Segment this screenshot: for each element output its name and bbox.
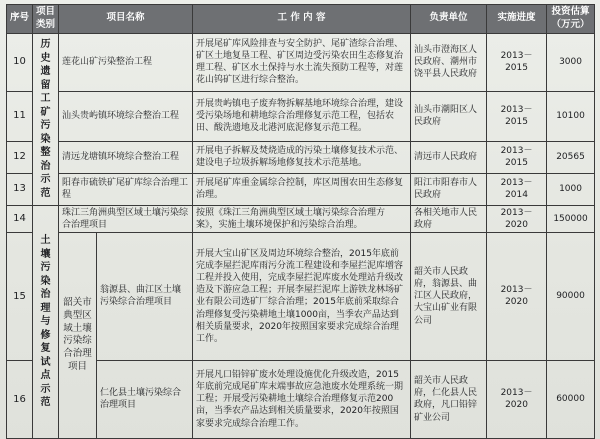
- schedule: 2013－2014: [487, 173, 547, 205]
- responsible-unit: 汕头市澄海区人民政府、潮州市饶平县人民政府: [411, 33, 487, 91]
- investment: 60000: [547, 360, 595, 438]
- row-no: 10: [7, 33, 33, 91]
- schedule: 2013－2020: [487, 360, 547, 438]
- schedule: 2013－2015: [487, 141, 547, 173]
- investment: 20565: [547, 141, 595, 173]
- investment: 150000: [547, 205, 595, 232]
- responsible-unit: 各相关地市人民政府: [411, 205, 487, 232]
- schedule: 2013－2020: [487, 205, 547, 232]
- work-content: 开展尾矿库重金属综合控制，库区周围农田生态修复治理。: [193, 173, 411, 205]
- table-row: [7, 141, 595, 173]
- work-content: 开展电子拆解及焚烧造成的污染土壤修复技术示范、建设电子垃圾拆解场地修复技术示范基地。: [193, 141, 411, 173]
- row-no: 15: [7, 232, 33, 360]
- table-row: [7, 33, 595, 91]
- row-no: 14: [7, 205, 33, 232]
- header-investment: 投资估算（万元）: [547, 5, 595, 34]
- table-row: [7, 232, 595, 360]
- project-name: 汕头贵屿镇环境综合整治工程: [59, 91, 193, 141]
- header-schedule: 实施进度: [487, 5, 547, 34]
- investment: 1000: [547, 173, 595, 205]
- responsible-unit: 清远市人民政府: [411, 141, 487, 173]
- header-content: 工 作 内 容: [193, 5, 411, 34]
- investment: 90000: [547, 232, 595, 360]
- header-category: 项目类别: [33, 5, 59, 34]
- schedule: 2013－2015: [487, 91, 547, 141]
- header-row: [7, 5, 595, 34]
- row-no: 12: [7, 141, 33, 173]
- table-row: [7, 173, 595, 205]
- header-no: 序号: [7, 5, 33, 34]
- responsible-unit: 阳江市阳春市人民政府: [411, 173, 487, 205]
- work-content: 开展尾矿库风险排查与安全防护、尾矿渣综合治理、矿区土地复垦工程、矿区周边受污染农田生态修复治理工程、矿区水土保持与水土流失预防工程等，对莲花山钨矿区进行综合整治。: [193, 33, 411, 91]
- row-no: 11: [7, 91, 33, 141]
- responsible-unit: 汕头市潮阳区人民政府: [411, 91, 487, 141]
- work-content: 按照《珠江三角洲典型区域土壤污染综合治理方案》，实施土壤环境保护和污染综合治理。: [193, 205, 411, 232]
- project-name: 翁源县、曲江区土壤污染综合治理项目: [97, 232, 193, 360]
- work-content: 开展凡口铅锌矿废水处理设施优化升级改造，2015年底前完成尾矿库末端事故应急池废水处理系统一期工程；开展受污染耕地土壤综合治理修复示范200亩，当季农产品达到相关质量要求，2020年按照国家要求完成综合治理工作。: [193, 360, 411, 438]
- project-table: [6, 4, 595, 439]
- sub-category: 韶关市典型区域土壤污染综合治理项目: [59, 232, 97, 438]
- investment: 3000: [547, 33, 595, 91]
- responsible-unit: 韶关市人民政府，翁源县、曲江区人民政府，大宝山矿业有限公司: [411, 232, 487, 360]
- category-history: 历史遗留工矿污染整治示范: [33, 33, 59, 205]
- row-no: 13: [7, 173, 33, 205]
- header-unit: 负责单位: [411, 5, 487, 34]
- table-row: [7, 91, 595, 141]
- project-name: 莲花山矿污染整治工程: [59, 33, 193, 91]
- schedule: 2013－2020: [487, 232, 547, 360]
- project-name: 清远龙塘镇环境综合整治工程: [59, 141, 193, 173]
- category-soil: 土壤污染治理与修复试点示范: [33, 205, 59, 438]
- work-content: 开展贵屿镇电子废弃物拆解基地环境综合治理，建设受污染场地和耕地综合治理修复示范工程，包括农田、酸洗遗地及北港河底泥修复示范工程。: [193, 91, 411, 141]
- project-name: 阳春市硫铁矿尾矿库综合治理工程: [59, 173, 193, 205]
- work-content: 开展大宝山矿区及周边环境综合整治，2015年底前完成李屋拦泥库雨污分流工程建设和李屋拦泥库增容工程并投入使用，完成李屋拦泥库废水处理站升级改造及下游应急工程；开展李屋拦泥库上游铁龙林场矿业有限公司选矿厂综合治理；2015年底前采取综合治理修复受污染耕地土壤1000亩，当季农产品达到相关质量要求，2020年按照国家要求完成综合治理工作。: [193, 232, 411, 360]
- header-name: 项目名称: [59, 5, 193, 34]
- investment: 10100: [547, 91, 595, 141]
- project-name: 珠江三角洲典型区域土壤污染综合治理项目: [59, 205, 193, 232]
- row-no: 16: [7, 360, 33, 438]
- table-row: [7, 205, 595, 232]
- schedule: 2013－2015: [487, 33, 547, 91]
- responsible-unit: 韶关市人民政府，仁化县人民政府，凡口铅锌矿业公司: [411, 360, 487, 438]
- project-name: 仁化县土壤污染综合治理项目: [97, 360, 193, 438]
